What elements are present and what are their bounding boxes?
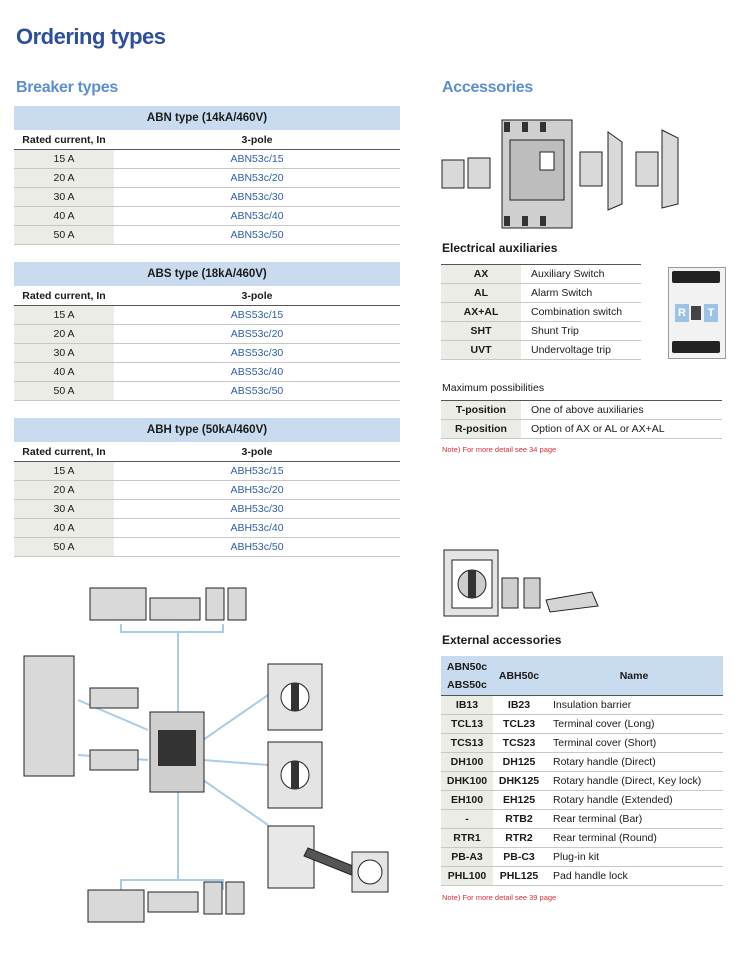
table-row <box>441 753 723 772</box>
model-cell: ABH53c/20 <box>114 481 400 500</box>
code-a-cell: DH100 <box>441 753 493 772</box>
model-cell: ABH53c/40 <box>114 519 400 538</box>
desc-cell: Option of AX or AL or AX+AL <box>521 420 722 439</box>
table-row <box>14 382 400 401</box>
code-cell: SHT <box>441 322 521 341</box>
code-a-cell: PHL100 <box>441 867 493 886</box>
table-row <box>441 265 641 284</box>
table-row <box>14 150 400 169</box>
code-a-cell: TCS13 <box>441 734 493 753</box>
table-row <box>14 363 400 382</box>
current-cell: 50 A <box>14 226 114 245</box>
name-cell: Undervoltage trip <box>521 341 641 360</box>
breaker-position-diagram <box>668 267 726 359</box>
current-cell: 20 A <box>14 481 114 500</box>
name-cell: Auxiliary Switch <box>521 265 641 284</box>
model-cell: ABN53c/40 <box>114 207 400 226</box>
code-a-cell: IB13 <box>441 696 493 715</box>
table-row <box>441 791 723 810</box>
note-39: Note) For more detail see 39 page <box>442 893 557 902</box>
table-row <box>14 207 400 226</box>
abn-abs-header <box>441 656 493 696</box>
abh-table <box>14 418 400 557</box>
abs50c-label: ABS50c <box>447 678 487 691</box>
table-row <box>441 303 641 322</box>
current-cell: 20 A <box>14 169 114 188</box>
table-row <box>441 810 723 829</box>
model-cell: ABS53c/40 <box>114 363 400 382</box>
table-row <box>441 715 723 734</box>
accessories-heading: Accessories <box>442 79 533 96</box>
table-row <box>14 500 400 519</box>
table-row <box>14 481 400 500</box>
table-row <box>14 344 400 363</box>
pole-header: 3-pole <box>114 130 400 150</box>
name-cell: Shunt Trip <box>521 322 641 341</box>
code-b-cell: PHL125 <box>493 867 545 886</box>
code-a-cell: - <box>441 810 493 829</box>
table-row <box>14 169 400 188</box>
current-cell: 15 A <box>14 462 114 481</box>
current-cell: 50 A <box>14 538 114 557</box>
name-cell: Pad handle lock <box>545 867 723 886</box>
model-cell: ABN53c/20 <box>114 169 400 188</box>
breaker-types-heading: Breaker types <box>16 79 118 96</box>
rated-current-header: Rated current, In <box>14 286 114 306</box>
code-b-cell: PB-C3 <box>493 848 545 867</box>
table-row <box>14 188 400 207</box>
breaker-assembly-illustration <box>18 580 398 930</box>
table-row <box>441 696 723 715</box>
current-cell: 30 A <box>14 188 114 207</box>
name-cell: Insulation barrier <box>545 696 723 715</box>
model-cell: ABH53c/15 <box>114 462 400 481</box>
abs-table <box>14 262 400 401</box>
desc-cell: One of above auxiliaries <box>521 401 722 420</box>
table-row <box>441 829 723 848</box>
table-row <box>14 226 400 245</box>
r-position-label: R <box>675 304 689 322</box>
name-cell: Terminal cover (Long) <box>545 715 723 734</box>
model-cell: ABS53c/50 <box>114 382 400 401</box>
pole-header: 3-pole <box>114 442 400 462</box>
abn50c-label: ABN50c <box>446 660 488 673</box>
electrical-aux-table <box>441 264 641 360</box>
table-row <box>441 867 723 886</box>
current-cell: 20 A <box>14 325 114 344</box>
code-a-cell: TCL13 <box>441 715 493 734</box>
code-cell: AX <box>441 265 521 284</box>
code-cell: UVT <box>441 341 521 360</box>
pole-header: 3-pole <box>114 286 400 306</box>
name-cell: Plug-in kit <box>545 848 723 867</box>
external-accessories-heading: External accessories <box>442 633 562 647</box>
table-row <box>441 401 722 420</box>
name-cell: Combination switch <box>521 303 641 322</box>
t-position-label: T <box>704 304 718 322</box>
rated-current-header: Rated current, In <box>14 130 114 150</box>
code-b-cell: DHK125 <box>493 772 545 791</box>
table-row <box>14 538 400 557</box>
table-row <box>441 420 722 439</box>
model-cell: ABN53c/30 <box>114 188 400 207</box>
table-row <box>441 341 641 360</box>
name-header: Name <box>545 656 723 696</box>
external-accessories-table <box>441 656 723 886</box>
name-cell: Rear terminal (Bar) <box>545 810 723 829</box>
current-cell: 50 A <box>14 382 114 401</box>
model-cell: ABS53c/20 <box>114 325 400 344</box>
position-cell: T-position <box>441 401 521 420</box>
model-cell: ABN53c/15 <box>114 150 400 169</box>
table-row <box>14 462 400 481</box>
max-possibilities-heading: Maximum possibilities <box>442 382 545 394</box>
note-34: Note) For more detail see 34 page <box>442 445 557 454</box>
current-cell: 40 A <box>14 519 114 538</box>
rotary-handle-illustration <box>442 548 602 620</box>
table-row <box>441 734 723 753</box>
code-b-cell: EH125 <box>493 791 545 810</box>
code-b-cell: TCS23 <box>493 734 545 753</box>
table-row <box>14 306 400 325</box>
rated-current-header: Rated current, In <box>14 442 114 462</box>
table-row <box>441 848 723 867</box>
code-b-cell: TCL23 <box>493 715 545 734</box>
code-b-cell: RTR2 <box>493 829 545 848</box>
abn-caption: ABN type (14kA/460V) <box>14 106 400 130</box>
code-b-cell: IB23 <box>493 696 545 715</box>
accessories-illustration <box>440 112 710 232</box>
page-title: Ordering types <box>16 24 166 49</box>
table-row <box>14 325 400 344</box>
code-cell: AL <box>441 284 521 303</box>
model-cell: ABN53c/50 <box>114 226 400 245</box>
table-row <box>14 519 400 538</box>
abh50c-header: ABH50c <box>493 656 545 696</box>
table-row <box>441 322 641 341</box>
name-cell: Rotary handle (Extended) <box>545 791 723 810</box>
current-cell: 30 A <box>14 344 114 363</box>
current-cell: 15 A <box>14 306 114 325</box>
name-cell: Terminal cover (Short) <box>545 734 723 753</box>
model-cell: ABS53c/15 <box>114 306 400 325</box>
code-a-cell: RTR1 <box>441 829 493 848</box>
name-cell: Rear terminal (Round) <box>545 829 723 848</box>
abn-table <box>14 106 400 245</box>
code-a-cell: EH100 <box>441 791 493 810</box>
name-cell: Rotary handle (Direct) <box>545 753 723 772</box>
position-cell: R-position <box>441 420 521 439</box>
model-cell: ABS53c/30 <box>114 344 400 363</box>
current-cell: 40 A <box>14 363 114 382</box>
max-possibilities-table <box>441 400 722 439</box>
code-a-cell: PB-A3 <box>441 848 493 867</box>
current-cell: 30 A <box>14 500 114 519</box>
table-row <box>441 284 641 303</box>
abs-caption: ABS type (18kA/460V) <box>14 262 400 286</box>
code-b-cell: DH125 <box>493 753 545 772</box>
electrical-aux-heading: Electrical auxiliaries <box>442 241 558 255</box>
abh-caption: ABH type (50kA/460V) <box>14 418 400 442</box>
model-cell: ABH53c/50 <box>114 538 400 557</box>
model-cell: ABH53c/30 <box>114 500 400 519</box>
code-cell: AX+AL <box>441 303 521 322</box>
current-cell: 40 A <box>14 207 114 226</box>
current-cell: 15 A <box>14 150 114 169</box>
name-cell: Alarm Switch <box>521 284 641 303</box>
code-a-cell: DHK100 <box>441 772 493 791</box>
name-cell: Rotary handle (Direct, Key lock) <box>545 772 723 791</box>
code-b-cell: RTB2 <box>493 810 545 829</box>
table-row <box>441 772 723 791</box>
